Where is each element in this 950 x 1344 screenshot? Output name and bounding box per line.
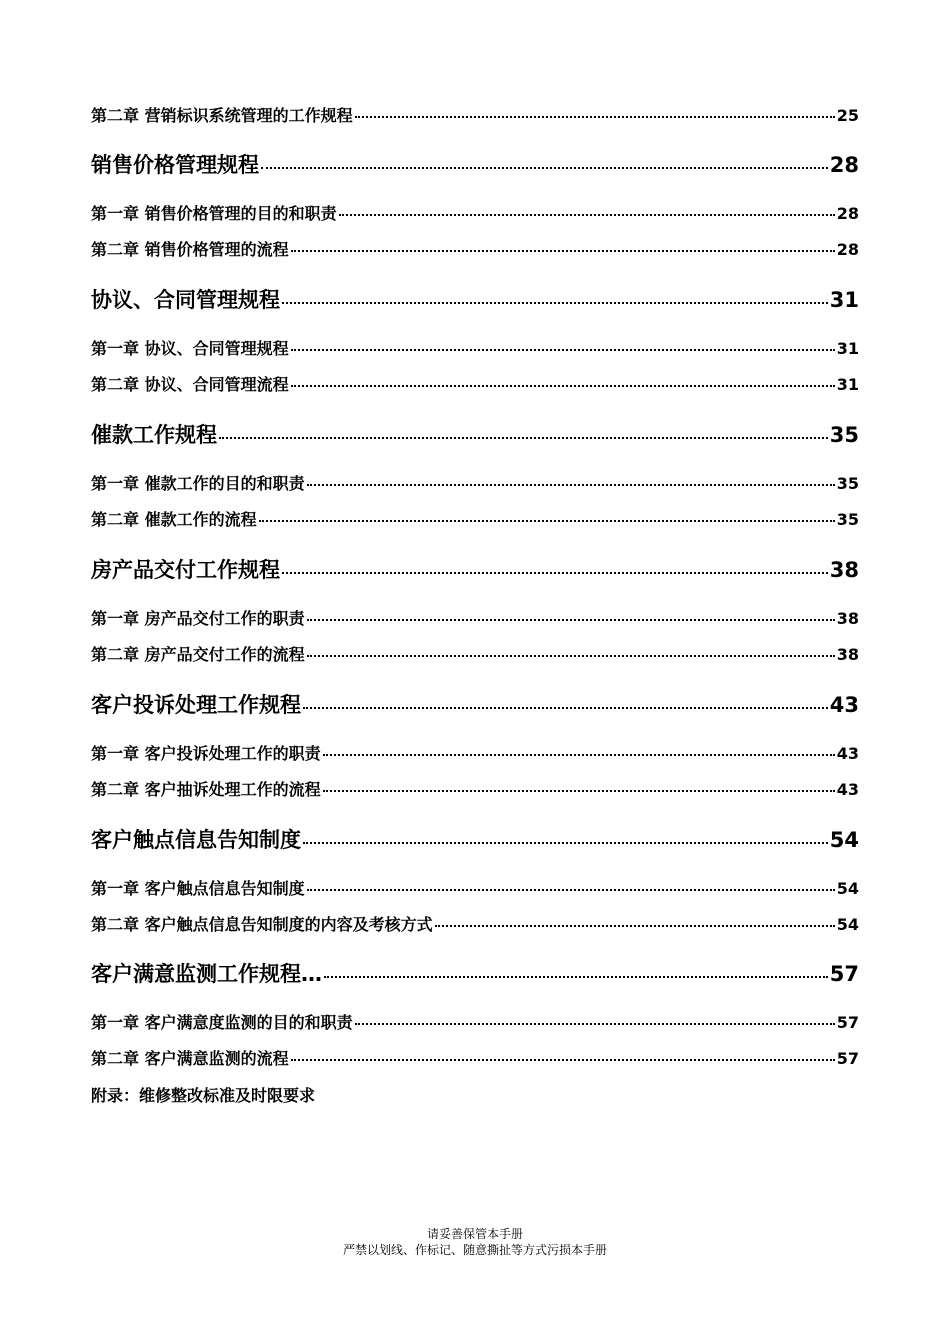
toc-entry[interactable] [91,471,859,495]
toc-page-number: 31 [836,375,859,394]
toc-entry-title: 第一章 客户投诉处理工作的职责 [91,744,321,763]
toc-section-title: 客户满意监测工作规程… [91,962,322,986]
toc-entry-title: 第二章 客户触点信息告知制度的内容及考核方式 [91,915,433,934]
toc-section-entry[interactable] [91,824,859,854]
toc-page-number: 38 [829,558,859,582]
toc-entry[interactable] [91,372,859,396]
dot-leader [291,349,835,351]
dot-leader [307,484,835,486]
toc-entry-title: 第二章 营销标识系统管理的工作规程 [91,106,353,125]
dot-leader [323,754,835,756]
toc-page-number: 38 [836,609,859,628]
toc-page-number: 57 [836,1049,859,1068]
dot-leader [339,214,835,216]
toc-entry[interactable] [91,912,859,936]
toc-entry-title: 第二章 房产品交付工作的流程 [91,645,305,664]
toc-page-number: 28 [836,204,859,223]
toc-entry[interactable] [91,1010,859,1034]
toc-entry[interactable] [91,201,859,225]
dot-leader [307,655,835,657]
toc-page-number: 28 [836,240,859,259]
toc-page-number: 38 [836,645,859,664]
toc-page-number: 31 [829,288,859,312]
toc-entry[interactable] [91,336,859,360]
dot-leader [291,1059,835,1061]
toc-entry[interactable] [91,237,859,261]
dot-leader [324,976,828,978]
toc-page-number: 54 [836,915,859,934]
toc-section-entry[interactable] [91,689,859,719]
toc-page-number: 35 [829,423,859,447]
toc-section-entry[interactable] [91,419,859,449]
toc-section-title: 客户触点信息告知制度 [91,828,301,852]
toc-section-title: 销售价格管理规程 [91,153,259,177]
dot-leader [355,116,835,118]
footer-notice-line-2: 严禁以划线、作标记、随意撕扯等方式污损本手册 [342,1243,607,1257]
toc-entry-title: 第二章 客户抽诉处理工作的流程 [91,780,321,799]
toc-page-number: 57 [836,1013,859,1032]
toc-entry[interactable] [91,642,859,666]
dot-leader [282,302,828,304]
toc-section-entry[interactable] [91,149,859,179]
dot-leader [307,889,835,891]
toc-section-title: 催款工作规程 [91,423,217,447]
toc-entry-title: 第二章 销售价格管理的流程 [91,240,289,259]
dot-leader [355,1023,835,1025]
toc-entry[interactable] [91,876,859,900]
toc-page-number: 25 [836,106,859,125]
footer-notice-line-1: 请妥善保管本手册 [426,1227,523,1241]
toc-page-number: 54 [829,828,859,852]
page-footer [0,1226,950,1258]
dot-leader [303,707,828,709]
toc-entry[interactable] [91,606,859,630]
toc-entry-title: 第一章 催款工作的目的和职责 [91,474,305,493]
dot-leader [259,520,835,522]
toc-section-entry[interactable] [91,554,859,584]
dot-leader [219,437,828,439]
toc-page-number: 28 [829,153,859,177]
toc-page-number: 57 [829,962,859,986]
dot-leader [307,619,835,621]
toc-entry-title: 第二章 催款工作的流程 [91,510,257,529]
toc-entry[interactable] [91,777,859,801]
toc-entry[interactable] [91,507,859,531]
toc-page-number: 35 [836,510,859,529]
toc-entry[interactable] [91,741,859,765]
toc-page-number: 54 [836,879,859,898]
toc-entry-title: 第一章 协议、合同管理规程 [91,339,289,358]
toc-entry-title: 第一章 销售价格管理的目的和职责 [91,204,337,223]
toc-entry-title: 第二章 客户满意监测的流程 [91,1049,289,1068]
toc-entry[interactable] [91,103,859,127]
toc-section-title: 房产品交付工作规程 [91,558,280,582]
toc-page-number: 43 [829,693,859,717]
toc-page-number: 35 [836,474,859,493]
toc-section-entry[interactable] [91,284,859,314]
dot-leader [282,572,828,574]
toc-entry-title: 第二章 协议、合同管理流程 [91,375,289,394]
appendix-title: 附录：维修整改标准及时限要求 [91,1086,316,1105]
dot-leader [261,167,828,169]
toc-page-number: 31 [836,339,859,358]
toc-entry[interactable] [91,1046,859,1070]
toc-section-entry[interactable] [91,958,859,988]
toc-section-title: 客户投诉处理工作规程 [91,693,301,717]
dot-leader [291,385,835,387]
toc-appendix-entry[interactable] [91,1083,859,1107]
dot-leader [323,790,835,792]
dot-leader [303,842,828,844]
toc-entry-title: 第一章 客户触点信息告知制度 [91,879,305,898]
dot-leader [291,250,835,252]
toc-entry-title: 第一章 客户满意度监测的目的和职责 [91,1013,353,1032]
toc-section-title: 协议、合同管理规程 [91,288,280,312]
toc-page-number: 43 [836,780,859,799]
toc-page-number: 43 [836,744,859,763]
dot-leader [435,925,835,927]
toc-entry-title: 第一章 房产品交付工作的职责 [91,609,305,628]
